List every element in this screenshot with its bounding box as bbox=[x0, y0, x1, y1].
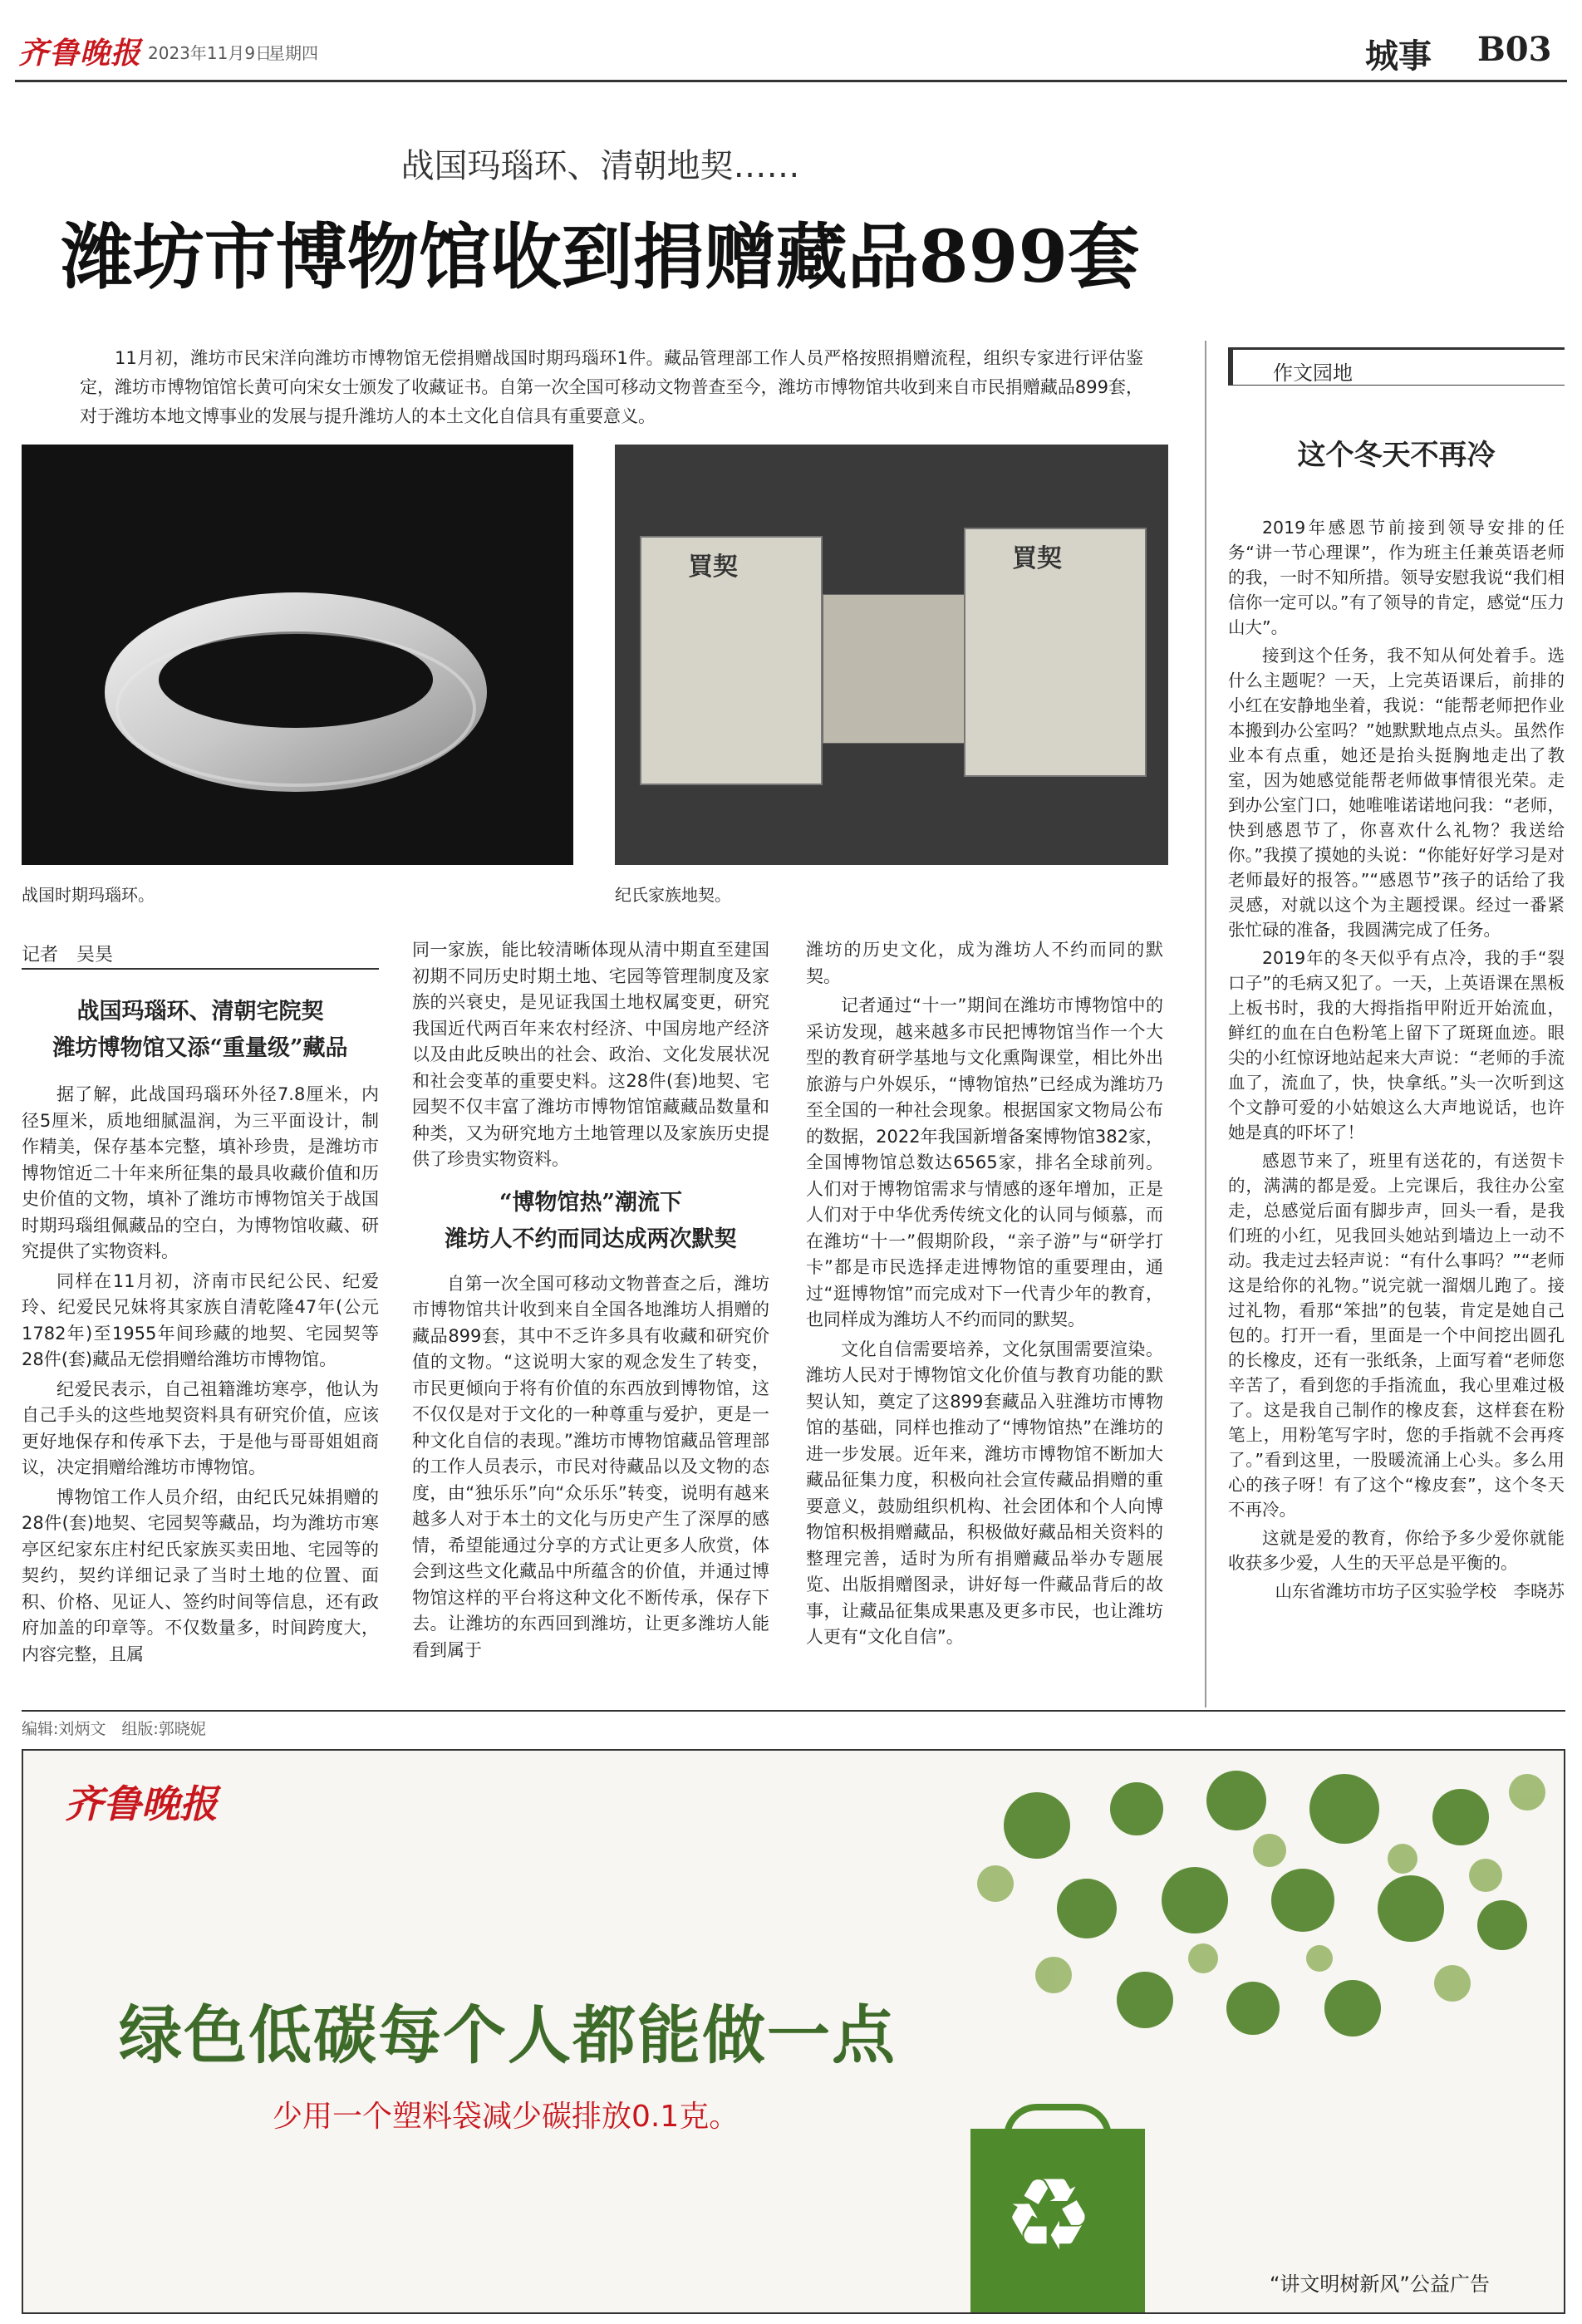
masthead bbox=[15, 23, 1569, 76]
column-title: 这个冬天不再冷 bbox=[1297, 439, 1496, 472]
photo-agate-ring bbox=[22, 445, 573, 865]
paragraph: 感恩节来了，班里有送花的，有送贺卡的，满满的都是爱。上完课后，我往办公室走，总感觉后面有脚步声，回头一看，是我们班的小红，见我回头她站到墙边上一动不动。我走过去轻声说：“有什么事吗？”“老师这是给你的礼物。”说完就一溜烟儿跑了。接过礼物，看那“笨拙”的包装，肯定是她自己包的。打开一看，里面是一个中间挖出圆孔的长橡皮，还有一张纸条，上面写着“老师您辛苦了，看到您的手指流血，我心里难过极了。这是我自己制作的橡皮套，这样套在粉笔上，用粉笔写字时，您的手指就不会再疼了。”看到这里，一股暖流涌上心头。多么用心的孩子呀！有了这个“橡皮套”，这个冬天不再冷。 bbox=[1228, 1151, 1565, 1520]
subhead-2-line-2: 潍坊人不约而同达成两次默契 bbox=[445, 1226, 737, 1252]
ad-subline: 少用一个塑料袋减少碳排放0.1克。 bbox=[273, 2100, 739, 2134]
headline: 潍坊市博物馆收到捐赠藏品899套 bbox=[61, 215, 1140, 299]
photo1-caption: 战国时期玛瑙环。 bbox=[22, 885, 155, 905]
article-column-3 bbox=[806, 937, 1163, 1708]
bag-handle bbox=[1004, 2104, 1112, 2137]
issue-date: 2023年11月9日 bbox=[148, 43, 273, 63]
ad-credit: “讲文明树新风”公益广告 bbox=[1270, 2272, 1490, 2296]
paragraph: 2019年感恩节前接到领导安排的任务“讲一节心理课”，作为班主任兼英语老师的我，一时不知所措。领导安慰我说“我们相信你一定可以。”有了领导的肯定，感觉“压力山大”。 bbox=[1228, 518, 1565, 637]
paragraph: 潍坊的历史文化，成为潍坊人不约而同的默契。 bbox=[806, 940, 1163, 986]
eco-bulb-icon bbox=[1110, 1782, 1163, 1835]
eco-tree-icon bbox=[1309, 1774, 1379, 1844]
paragraph: 接到这个任务，我不知从何处着手。选什么主题呢？一天，上完英语课后，前排的小红在安静地坐着，我说：“能帮老师把作业本搬到办公室吗？”她默默地点点头。虽然作业本有点重，她还是抬头挺胸地走出了教室，因为她感觉能帮老师做事情很光荣。走到办公室门口，她唯唯诺诺地问我：“老师，快到感恩节了，你喜欢什么礼物？我送给你。”我摸了摸她的头说：“你能好好学习是对老师最好的报答。”“感恩节”孩子的话给了我灵感，对就以这个为主题授课。经过一番紧张忙碌的准备，我圆满完成了任务。 bbox=[1228, 646, 1565, 940]
byline: 记者 吴昊 bbox=[22, 945, 114, 965]
lead-paragraph: 11月初，潍坊市民宋洋向潍坊市博物馆无偿捐赠战国时期玛瑙环1件。藏品管理部工作人员严格按照捐赠流程，组织专家进行评估鉴定，潍坊市博物馆馆长黄可向宋女士颁发了收藏证书。自第一次全国可移动文物普查至今，潍坊市博物馆共收到来自市民捐赠藏品899套，对于潍坊本地文博事业的发展与提升潍坊人的本土文化自信具有重要意义。 bbox=[80, 348, 1143, 426]
paragraph: 据了解，此战国玛瑙环外径7.8厘米，内径5厘米，质地细腻温润，为三平面设计，制作精美，保存基本完整，填补珍贵，是潍坊市博物馆近二十年来所征集的最具收藏价值和历史价值的文物，填补了潍坊市博物馆关于战国时期玛瑙组佩藏品的空白，为博物馆收藏、研究提供了实物资料。 bbox=[22, 1084, 379, 1261]
paragraph: 记者通过“十一”期间在潍坊市博物馆中的采访发现，越来越多市民把博物馆当作一个大型的教育研学基地与文化熏陶课堂，相比外出旅游与户外娱乐，“博物馆热”已经成为潍坊乃至全国的一种社会现象。根据国家文物局公布的数据，2022年我国新增备案博物馆382家，全国博物馆总数达6565家，排名全球前列。人们对于博物馆需求与情感的逐年增加，正是人们对于中华优秀传统文化的认同与倾慕，而在潍坊“十一”假期阶段，“亲子游”与“研学打卡”都是市民选择走进博物馆的重要理由，通过“逛博物馆”而完成对下一代青少年的教育，也同样成为潍坊人不约而同的默契。 bbox=[806, 995, 1163, 1329]
deed-sheet-right bbox=[964, 528, 1147, 777]
paragraph: 这就是爱的教育，你给予多少爱你就能收获多少爱，人生的天平总是平衡的。 bbox=[1228, 1528, 1565, 1573]
paragraph: 博物馆工作人员介绍，由纪氏兄妹捐赠的28件(套)地契、宅园契等藏品，均为潍坊市寒亭区纪家东庄村纪氏家族买卖田地、宅园等的契约，契约详细记录了当时土地的位置、面积、价格、见证人、签约时间等信息，还有政府加盖的印章等。不仅数量多，时间跨度大，内容完整，且属 bbox=[22, 1486, 379, 1664]
eco-factory-icon bbox=[1324, 1980, 1381, 2037]
eco-drop-icon bbox=[1432, 1789, 1489, 1845]
column-label: 作文园地 bbox=[1273, 361, 1353, 385]
essay-body bbox=[1228, 515, 1565, 1691]
recycle-icon: ♻ bbox=[1004, 2158, 1093, 2273]
footer-rule bbox=[22, 1710, 1565, 1712]
eco-bicycle-icon bbox=[1206, 1771, 1266, 1830]
paragraph: 自第一次全国可移动文物普查之后，潍坊市博物馆共计收到来自全国各地潍坊人捐赠的藏品899套，其中不乏许多具有收藏和研究价值的文物。“这说明大家的观念发生了转变，市民更倾向于将有价值的东西放到博物馆，这不仅仅是对于文化的一种尊重与爱护，更是一种文化自信的表现。”潍坊市博物馆藏品管理部的工作人员表示，市民对待藏品以及文物的态度，由“独乐乐”向“众乐乐”转变，说明有越来越多人对于本土的文化与历史产生了深厚的感情，希望能通过分享的方式让更多人欣赏，体会到这些文化藏品中所蕴含的价值，并通过博物馆这样的平台将这种文化不断传承，保存下去。让潍坊的东西回到潍坊，让更多潍坊人能看到属于 bbox=[412, 1273, 769, 1660]
essay-author: 山东省潍坊市坊子区实验学校 李晓苏 bbox=[1275, 1581, 1565, 1601]
deed-sheet-left bbox=[640, 536, 823, 785]
ad-brand-logo: 齐鲁晚报 bbox=[65, 1781, 218, 1826]
subhead-1-line-1: 战国玛瑙环、清朝宅院契 bbox=[76, 999, 324, 1024]
editors-credit: 编辑:刘炳文 组版:郭晓妮 bbox=[22, 1720, 206, 1738]
photo-land-deed bbox=[615, 445, 1168, 865]
column-label-box bbox=[1228, 347, 1565, 386]
brand-logo: 齐鲁晚报 bbox=[18, 36, 142, 71]
paragraph: 2019年的冬天似乎有点冷，我的手“裂口子”的毛病又犯了。一天，上英语课在黑板上板书时，我的大拇指指甲附近开始流血，鲜红的血在白色粉笔上留下了斑斑血迹。眼尖的小红惊讶地站起来大声说：“老师的手流血了，流血了，快，快拿纸。”头一次听到这个文静可爱的小姑娘这么大声地说话，也许她是真的吓坏了！ bbox=[1228, 948, 1565, 1142]
article-column-2 bbox=[412, 937, 769, 1708]
eco-house-icon bbox=[1117, 1972, 1173, 2028]
eco-plant-icon bbox=[1378, 1875, 1444, 1942]
issue-weekday: 星期四 bbox=[268, 43, 318, 63]
eco-globe-icon bbox=[1004, 1792, 1070, 1859]
paragraph: 文化自信需要培养，文化氛围需要渲染。潍坊人民对于博物馆文化价值与教育功能的默契认知，奠定了这899套藏品入驻潍坊市博物馆的基础，同样也推动了“博物馆热”在潍坊的进一步发展。近年来，潍坊市博物馆不断加大藏品征集力度，积极向社会宣传藏品捐赠的重要意义，鼓励组织机构、社会团体和个人向博物馆积极捐赠藏品，积极做好藏品相关资料的整理完善，适时为所有捐赠藏品举办专题展览、出版捐赠图录，讲好每一件藏品背后的故事，让藏品征集成果惠及更多市民，也让潍坊人更有“文化自信”。 bbox=[806, 1339, 1163, 1647]
header-rule bbox=[15, 80, 1567, 82]
paragraph: 同一家族，能比较清晰体现从清中期直至建国初期不同历史时期土地、宅园等管理制度及家族的兴衰史，是见证我国土地权属变更，研究我国近代两百年来农村经济、中国房地产经济以及由此反映出的社会、政治、文化发展状况和社会变革的重要史料。这28件(套)地契、宅园契不仅丰富了潍坊市博物馆馆藏藏品数量和种类，又为研究地方土地管理以及家族历史提供了珍贵实物资料。 bbox=[412, 940, 769, 1169]
eco-leaf-icon bbox=[1057, 1879, 1117, 1938]
eco-battery-icon bbox=[1226, 1982, 1280, 2035]
ad-headline: 绿色低碳每个人都能做一点 bbox=[119, 1998, 897, 2072]
deed-heading-right: 買契 bbox=[1012, 544, 1062, 573]
subhead-1-line-2: 潍坊博物馆又添“重量级”藏品 bbox=[52, 1035, 348, 1061]
section-name: 城事 bbox=[1365, 37, 1432, 76]
column-divider bbox=[1205, 341, 1206, 1707]
deed-heading: 買契 bbox=[688, 553, 738, 582]
eco-wind-icon bbox=[1477, 1900, 1527, 1950]
article-column-1 bbox=[22, 994, 379, 1708]
ad-banner bbox=[22, 1749, 1565, 2314]
eco-recycle-icon bbox=[1271, 1869, 1334, 1932]
subhead-2 bbox=[412, 1185, 769, 1258]
byline-rule bbox=[22, 968, 379, 970]
photo2-caption: 纪氏家族地契。 bbox=[615, 885, 731, 905]
recycle-bag bbox=[970, 2129, 1145, 2314]
page-number: B03 bbox=[1477, 30, 1552, 69]
subhead-1 bbox=[22, 994, 379, 1067]
subhead-2-line-1: “博物馆热”潮流下 bbox=[499, 1189, 683, 1216]
kicker: 战国玛瑙环、清朝地契…… bbox=[400, 147, 800, 185]
paragraph: 同样在11月初，济南市民纪公民、纪爱玲、纪爱民兄妹将其家族自清乾隆47年(公元1782年)至1955年间珍藏的地契、宅园契等28件(套)藏品无偿捐赠给潍坊市博物馆。 bbox=[22, 1270, 379, 1369]
eco-sun-icon bbox=[1162, 1867, 1228, 1933]
eco-icons-illustration bbox=[970, 1759, 1565, 2108]
paragraph: 纪爱民表示，自己祖籍潍坊寒亭，他认为自己手头的这些地契资料具有研究价值，应该更好地保存和传承下去，于是他与哥哥姐姐商议，决定捐赠给潍坊市博物馆。 bbox=[22, 1378, 379, 1477]
